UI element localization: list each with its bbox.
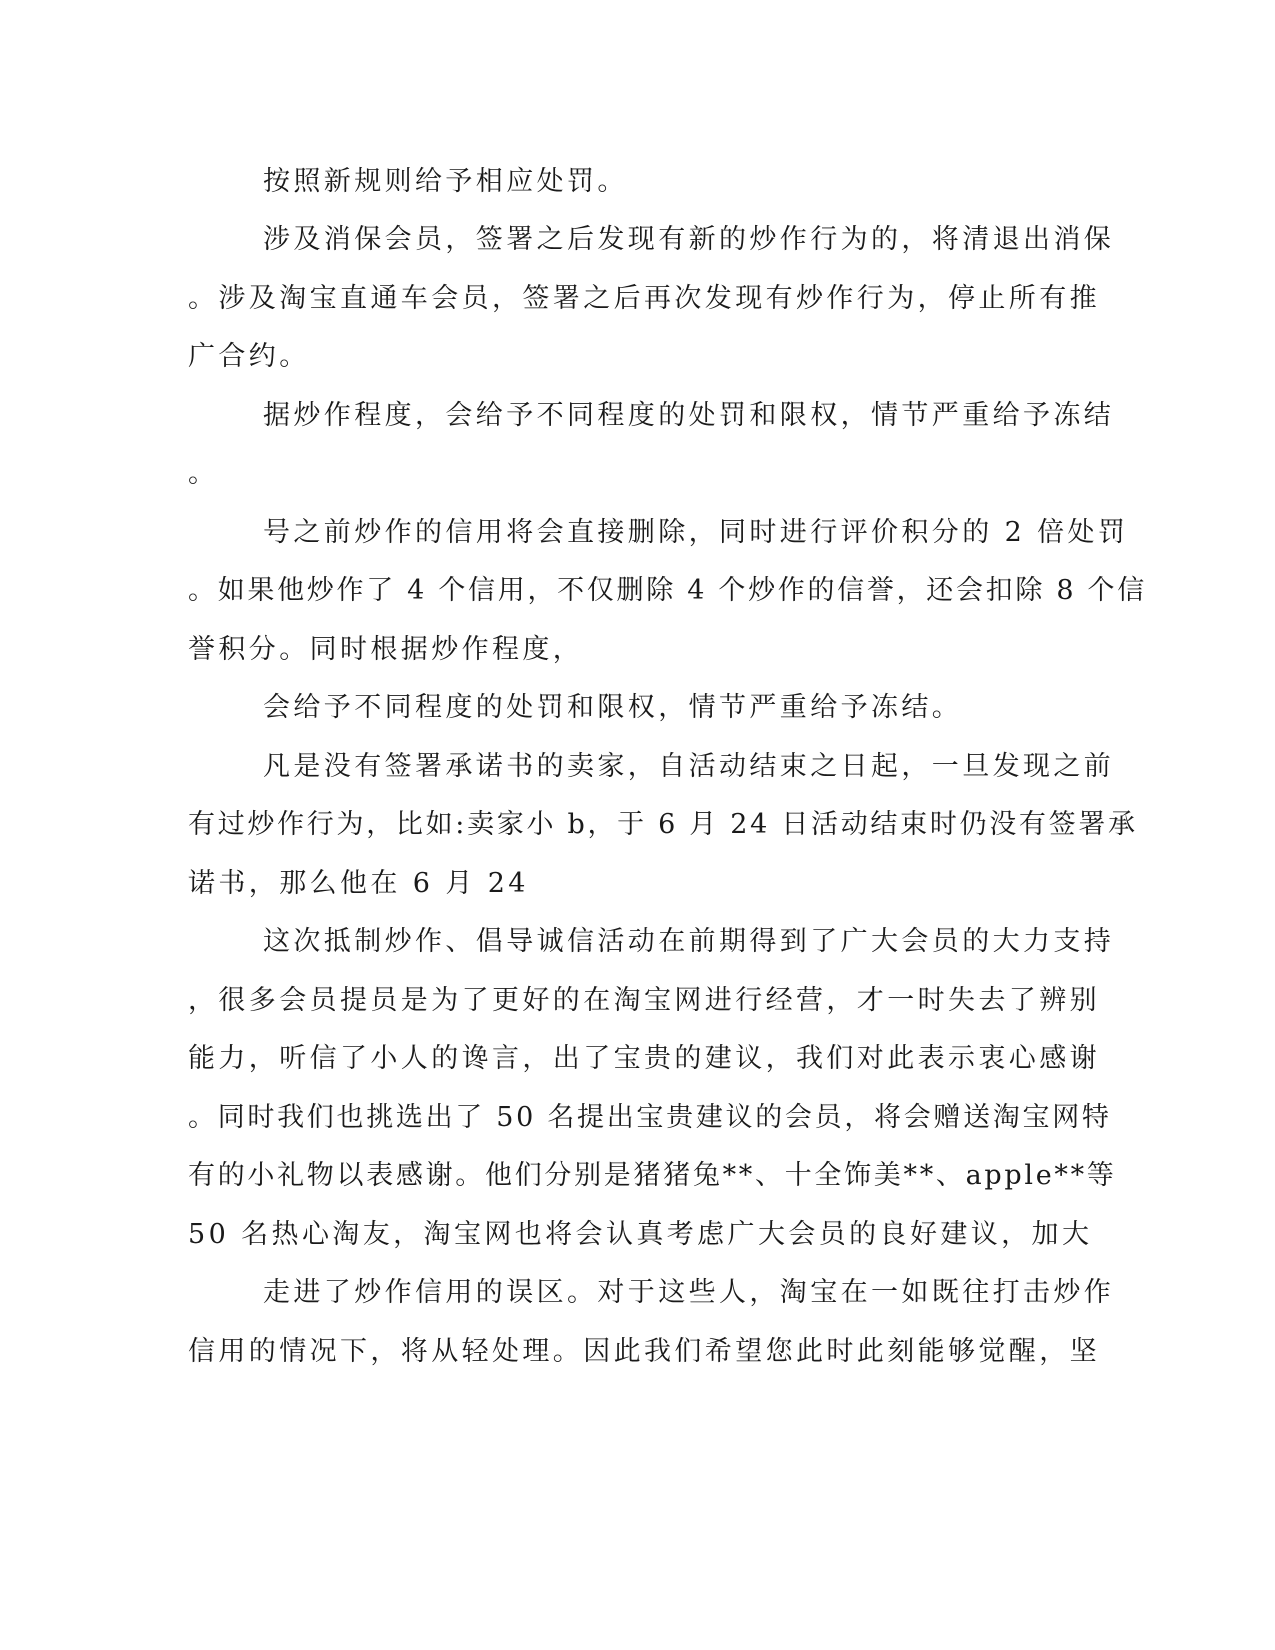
text-line-21: 信用的情况下，将从轻处理。因此我们希望您此时此刻能够觉醒，坚 (188, 1336, 1100, 1367)
text-line-12: 有过炒作行为，比如:卖家小 b，于 6 月 24 日活动结束时仍没有签署承 (188, 809, 1138, 840)
text-line-1: 按照新规则给予相应处罚。 (263, 166, 628, 197)
text-line-8: 。如果他炒作了 4 个信用，不仅删除 4 个炒作的信誉，还会扣除 8 个信 (188, 575, 1147, 606)
text-line-14: 这次抵制炒作、倡导诚信活动在前期得到了广大会员的大力支持 (263, 926, 1115, 957)
text-line-10: 会给予不同程度的处罚和限权，情节严重给予冻结。 (263, 692, 963, 723)
text-line-16: 能力，听信了小人的谗言，出了宝贵的建议，我们对此表示衷心感谢 (188, 1043, 1100, 1074)
text-line-9: 誉积分。同时根据炒作程度， (188, 634, 584, 665)
text-line-19: 50 名热心淘友，淘宝网也将会认真考虑广大会员的良好建议，加大 (188, 1219, 1093, 1250)
text-line-3: 。涉及淘宝直通车会员，签署之后再次发现有炒作行为，停止所有推 (188, 283, 1100, 314)
text-line-18: 有的小礼物以表感谢。他们分别是猪猪兔**、十全饰美**、apple**等 (188, 1160, 1117, 1191)
text-line-7: 号之前炒作的信用将会直接删除，同时进行评价积分的 2 倍处罚 (263, 517, 1129, 548)
text-line-15: ，很多会员提员是为了更好的在淘宝网进行经营，才一时失去了辨别 (188, 985, 1100, 1016)
text-line-4: 广合约。 (188, 341, 310, 372)
text-line-17: 。同时我们也挑选出了 50 名提出宝贵建议的会员，将会赠送淘宝网特 (188, 1102, 1112, 1133)
text-line-5: 据炒作程度，会给予不同程度的处罚和限权，情节严重给予冻结 (263, 400, 1115, 431)
text-line-2: 涉及消保会员，签署之后发现有新的炒作行为的，将清退出消保 (263, 224, 1115, 255)
text-line-11: 凡是没有签署承诺书的卖家，自活动结束之日起，一旦发现之前 (263, 751, 1115, 782)
text-line-13: 诺书，那么他在 6 月 24 (188, 868, 529, 899)
text-line-20: 走进了炒作信用的误区。对于这些人，淘宝在一如既往打击炒作 (263, 1277, 1115, 1308)
text-line-6: 。 (188, 458, 219, 489)
